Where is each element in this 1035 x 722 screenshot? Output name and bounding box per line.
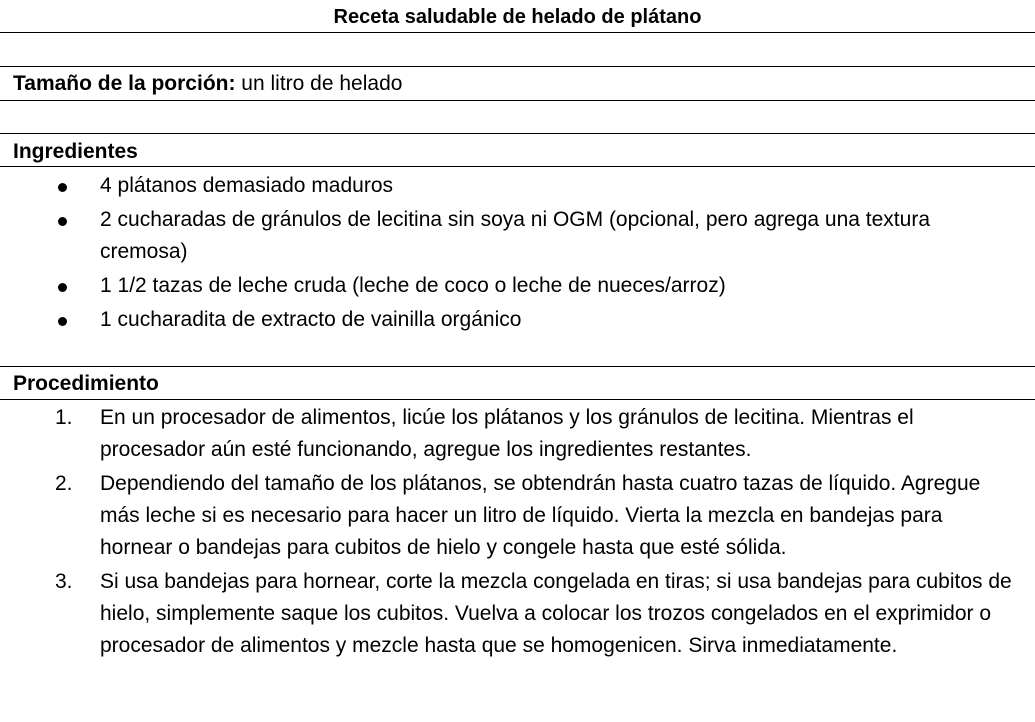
table-rule <box>0 133 1035 134</box>
step-number: 2. <box>55 472 73 495</box>
step-number: 1. <box>55 406 73 429</box>
table-rule <box>0 399 1035 400</box>
list-item <box>0 170 1035 202</box>
step-text: En un procesador de alimentos, licúe los plátanos y los gránulos de lecitina. Mientras el procesador aún esté funcionando, agregue los ingredientes restantes. <box>100 406 914 461</box>
list-item <box>0 270 1035 302</box>
serving-size-value: un litro de helado <box>235 72 403 95</box>
table-rule <box>0 166 1035 167</box>
procedure-steps-list <box>0 402 1035 664</box>
table-rule <box>0 66 1035 67</box>
document-title: Receta saludable de helado de plátano <box>333 6 702 28</box>
bullet-icon <box>58 217 67 226</box>
table-rule <box>0 32 1035 33</box>
procedure-heading: Procedimiento <box>13 372 159 395</box>
list-item <box>0 402 1035 466</box>
list-item <box>0 204 1035 268</box>
bullet-icon <box>58 283 67 292</box>
table-rule <box>0 366 1035 367</box>
bullet-icon <box>58 317 67 326</box>
ingredients-heading: Ingredientes <box>13 140 138 163</box>
step-text: Si usa bandejas para hornear, corte la mezcla congelada en tiras; si usa bandejas para cubitos de hielo, simplemente saque los cubitos. Vuelva a colocar los trozos congelados en el exprimidor o procesador de alimentos y mezcle hasta que se homogenicen. Sirva inmediatamente. <box>100 570 1012 657</box>
table-rule <box>0 100 1035 101</box>
list-item <box>0 566 1035 662</box>
ingredient-text: 2 cucharadas de gránulos de lecitina sin soya ni OGM (opcional, pero agrega una textura cremosa) <box>100 208 930 263</box>
ingredient-text: 4 plátanos demasiado maduros <box>100 174 394 197</box>
serving-size-row <box>13 71 402 97</box>
ingredient-text: 1 cucharadita de extracto de vainilla orgánico <box>100 308 522 331</box>
bullet-icon <box>58 183 67 192</box>
ingredients-list <box>0 170 1035 338</box>
list-item <box>0 468 1035 564</box>
serving-size-label: Tamaño de la porción: <box>13 72 236 95</box>
step-text: Dependiendo del tamaño de los plátanos, se obtendrán hasta cuatro tazas de líquido. Agregue más leche si es necesario para hacer un litro de líquido. Vierta la mezcla en bandejas para hornear o bandejas para cubitos de hielo y congele hasta que esté sólida. <box>100 472 981 559</box>
list-item <box>0 304 1035 336</box>
step-number: 3. <box>55 570 73 593</box>
ingredient-text: 1 1/2 tazas de leche cruda (leche de coco o leche de nueces/arroz) <box>100 274 726 297</box>
